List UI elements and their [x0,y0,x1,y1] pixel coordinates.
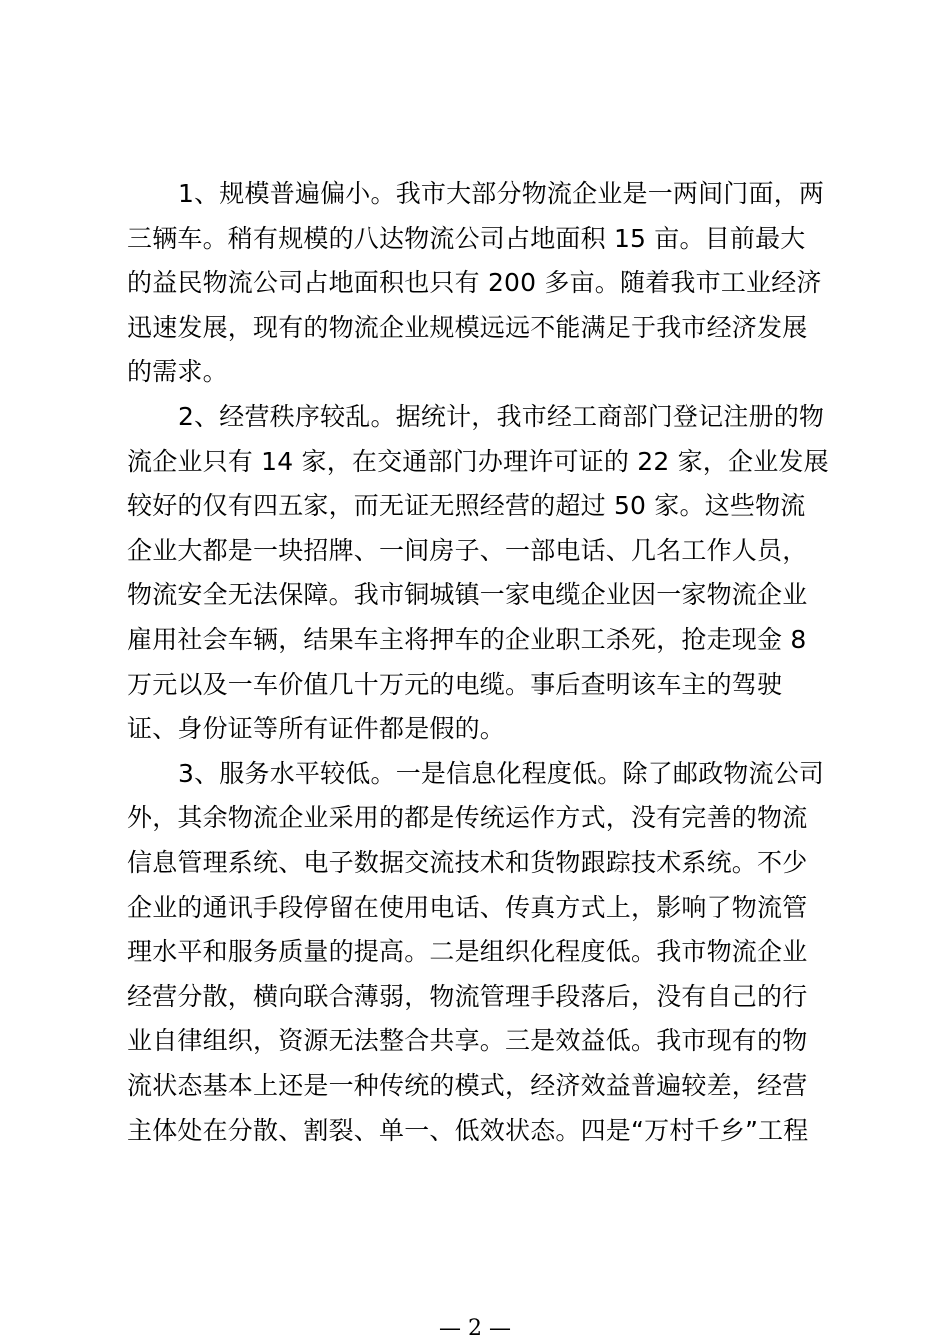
paragraph-2-line-6: 雇用社会车辆，结果车主将押车的企业职工杀死，抢走现金 8 [127,625,807,654]
paragraph-3-line-9: 主体处在分散、割裂、单一、低效状态。四是“万村千乡”工程 [127,1116,809,1145]
paragraph-3-line-1: 3、服务水平较低。一是信息化程度低。除了邮政物流公司 [178,759,825,788]
paragraph-2-line-4: 企业大都是一块招牌、一间房子、一部电话、几名工作人员， [127,536,808,565]
paragraph-3-line-7: 业自律组织，资源无法整合共享。三是效益低。我市现有的物 [127,1026,808,1055]
paragraph-2-line-5: 物流安全无法保障。我市铜城镇一家电缆企业因一家物流企业 [127,580,808,609]
paragraph-2-line-3: 较好的仅有四五家，而无证无照经营的超过 50 家。这些物流 [127,491,806,520]
paragraph-2-line-2: 流企业只有 14 家，在交通部门办理许可证的 22 家，企业发展 [127,447,829,476]
paragraph-2-line-8: 证、身份证等所有证件都是假的。 [127,714,506,743]
paragraph-3-line-4: 企业的通讯手段停留在使用电话、传真方式上，影响了物流管 [127,893,808,922]
paragraph-3-line-8: 流状态基本上还是一种传统的模式，经济效益普遍较差，经营 [127,1071,808,1100]
page-number: — 2 — [439,1316,511,1341]
paragraph-1-line-3: 的益民物流公司占地面积也只有 200 多亩。随着我市工业经济 [127,268,822,297]
paragraph-3-line-2: 外，其余物流企业采用的都是传统运作方式，没有完善的物流 [127,803,808,832]
paragraph-3-line-6: 经营分散，横向联合薄弱，物流管理手段落后，没有自己的行 [127,982,808,1011]
paragraph-3-line-5: 理水平和服务质量的提高。二是组织化程度低。我市物流企业 [127,937,808,966]
paragraph-1-line-2: 三辆车。稍有规模的八达物流公司占地面积 15 亩。目前最大 [127,224,806,253]
paragraph-1-line-4: 迅速发展，现有的物流企业规模远远不能满足于我市经济发展 [127,313,808,342]
paragraph-3-line-3: 信息管理系统、电子数据交流技术和货物跟踪技术系统。不少 [127,848,808,877]
paragraph-1-line-5: 的需求。 [127,357,228,386]
paragraph-2-line-7: 万元以及一车价值几十万元的电缆。事后查明该车主的驾驶 [127,670,783,699]
paragraph-1-line-1: 1、规模普遍偏小。我市大部分物流企业是一两间门面，两 [178,179,825,208]
paragraph-2-line-1: 2、经营秩序较乱。据统计，我市经工商部门登记注册的物 [178,402,825,431]
